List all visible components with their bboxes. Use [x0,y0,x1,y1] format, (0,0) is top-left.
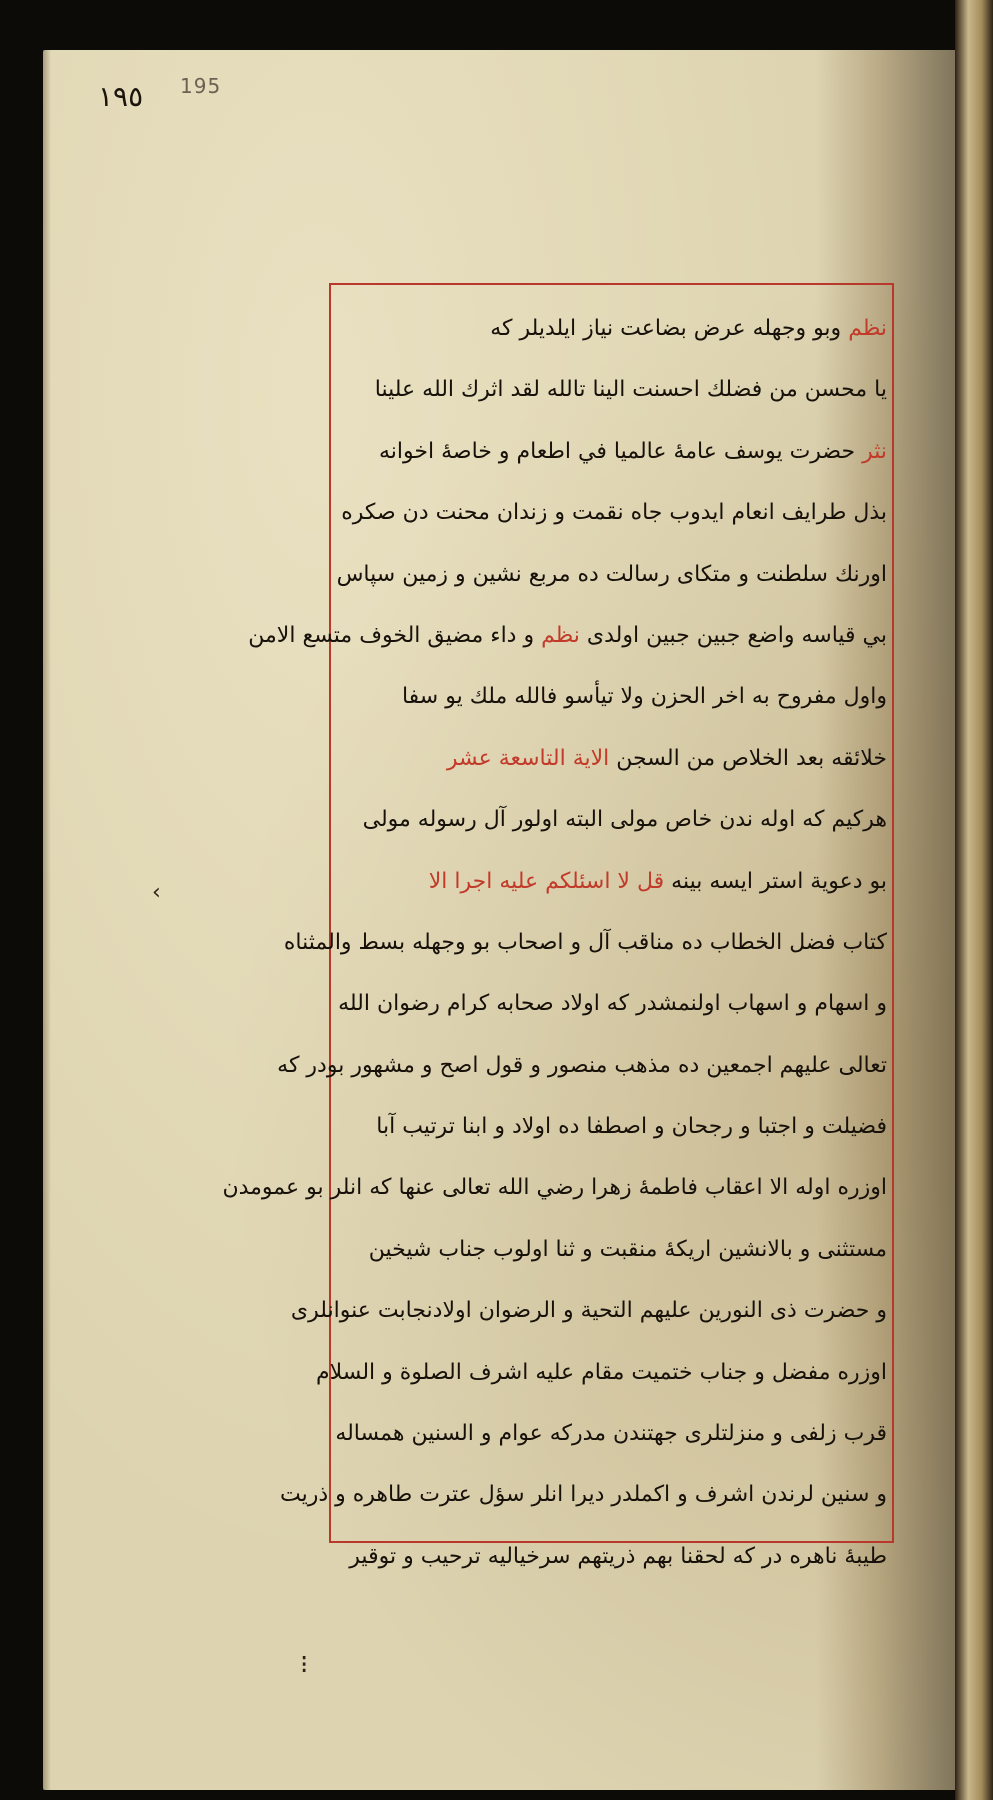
text-line [337,1096,887,1157]
line-text: يا محسن من فضلك احسنت الينا تالله لقد اثرك الله علينا [374,377,887,403]
line-text: خلائقه بعد الخلاص من السجن [616,745,887,771]
rubric-quotation: قل لا اسئلكم عليه اجرا الا [428,868,665,894]
ink-mark: ‹ [152,880,161,905]
rubric: نظم [541,622,580,648]
text-line [248,605,887,666]
line-text: بو دعوية استر ايسه بينه [671,868,887,894]
ink-blot: ⁝ [300,1650,309,1680]
text-line [315,1342,887,1403]
line-text: بي قياسه واضع جبين جبين اولدى [586,622,887,648]
line-text: و اسهام و اسهاب اولنمشدر كه اولاد صحابه كرام رضوان الله [338,991,887,1017]
text-line [337,973,887,1034]
text-line [337,1219,887,1280]
line-text: و حضرت ذى النورين عليهم التحية و الرضوان اولادنجابت عنوانلرى [290,1298,887,1324]
rubric: نظم [848,316,887,341]
line-text: اوزره مفضل و جناب ختميت مقام عليه اشرف الصلوة و السلام [315,1359,887,1385]
line-text: قرب زلفى و منزلتلرى جهتندن مدركه عوام و السنين همساله [335,1421,887,1447]
text-line [337,851,887,912]
line-text: كتاب فضل الخطاب ده مناقب آل و اصحاب بو وجهله بسط والمثناه [283,929,887,955]
text-block [222,298,887,1587]
text-line [337,728,887,789]
line-text: واول مفروح به اخر الحزن ولا تيأسو فالله ملك يو سفا [401,684,887,710]
line-text: بذل طرايف انعام ايدوب جاه نقمت و زندان محنت دن صكره [341,500,887,526]
line-text: مستثنى و بالانشين اريكهٔ منقبت و ثنا اولوب جناب شيخين [368,1236,887,1262]
text-line [283,912,887,973]
text-line [337,421,887,482]
text-line [337,789,887,850]
text-line [337,666,887,727]
line-text: تعالى عليهم اجمعين ده مذهب منصور و قول اصح و مشهور بودر كه [277,1052,887,1078]
text-line [337,298,887,359]
line-text: فضيلت و اجتبا و رجحان و اصطفا ده اولاد و ابنا ترتيب آبا [376,1114,887,1140]
folio-number: ١٩٥ [98,80,144,113]
text-line [337,1526,887,1587]
line-text: وبو وجهله عرض بضاعت نياز ايلديلر كه [490,316,842,341]
folio-pencil-number: 195 [180,74,222,98]
rubric-heading: الاية التاسعة عشر [446,745,610,771]
text-line [279,1464,887,1525]
line-text: طيبهٔ ناهره در كه لحقنا بهم ذريتهم سرخياليه ترحيب و توقير [349,1543,887,1569]
page-gutter-shadow [43,50,51,1790]
line-text: هركيم كه اوله ندن خاص مولى البته اولور آل رسوله مولى [362,807,887,833]
text-line [337,482,887,543]
line-text: و سنين لرندن اشرف و اكملدر ديرا انلر سؤل عترت طاهره و ذريت [279,1482,887,1508]
line-text-tail: و داء مضيق الخوف متسع الامن [248,622,535,648]
text-line [337,1403,887,1464]
text-line [290,1280,887,1341]
line-text: حضرت يوسف عامهٔ عالميا في اطعام و خاصهٔ اخوانه [379,438,856,464]
line-text: اورنك سلطنت و متكاى رسالت ده مربع نشين و زمين سپاس [336,561,887,587]
text-line [337,544,887,605]
line-text: اوزره اوله الا اعقاب فاطمهٔ زهرا رضي الله تعالى عنها كه انلر بو عمومدن [222,1175,887,1201]
adjacent-page-edge [955,0,993,1800]
text-line [337,359,887,420]
rubric: نثر [862,438,887,464]
text-line [277,1035,887,1096]
text-line [222,1157,887,1218]
